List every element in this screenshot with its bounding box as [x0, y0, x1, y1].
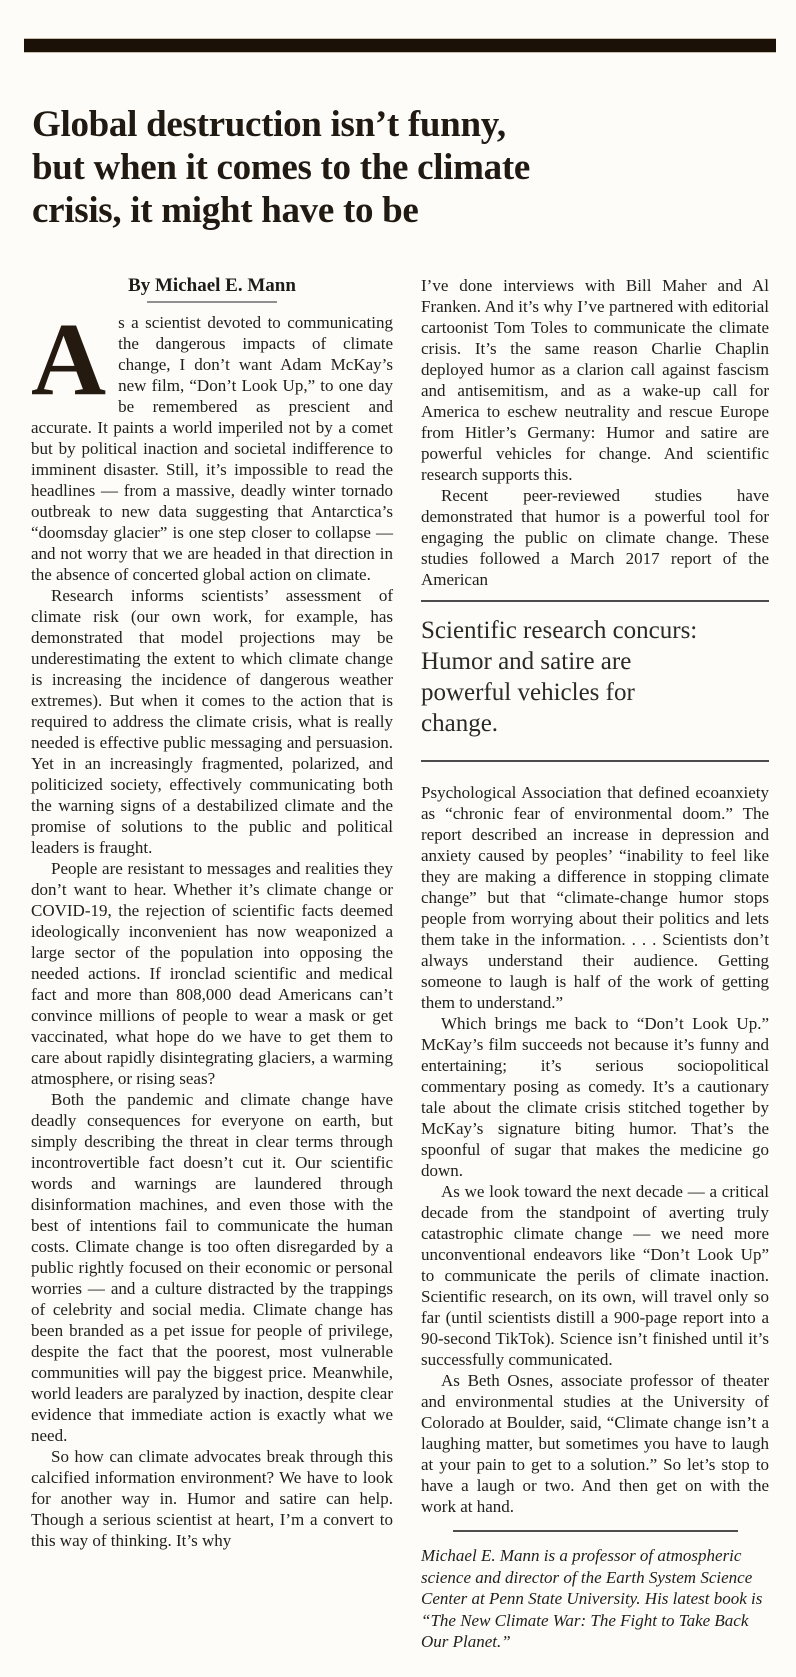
body-paragraph: As Beth Osnes, associate professor of theater and environmental studies at the University of Colorado at Boulder, said, “Climate change isn’t a laughing matter, but sometimes you have to laugh at your pain to get to a solution.” So let’s stop to have a laugh or two. And then get on with the work at hand. — [421, 1371, 769, 1516]
body-paragraph — [31, 302, 393, 585]
body-paragraph: Recent peer-reviewed studies have demonstrated that humor is a powerful tool for engaging the public on climate change. These studies followed a March 2017 report of the American — [421, 486, 769, 589]
title-line: but when it comes to the climate — [32, 147, 531, 188]
body-paragraph: I’ve done interviews with Bill Maher and Al Franken. And it’s why I’ve partnered with editorial cartoonist Tom Toles to communicate the climate crisis. It’s the same reason Charlie Chaplin deployed humor as a clarion call against fascism and antisemitism, and as a wake-up call for America to eschew neutrality and rescue Europe from Hitler’s Germany: Humor and satire are powerful vehicles for change. And scientific research supports this. — [421, 276, 769, 484]
right-column — [421, 275, 769, 1653]
title-line: Global destruction isn’t funny, — [32, 104, 506, 145]
pull-quote-line: change. — [421, 710, 499, 737]
body-paragraph: As we look toward the next decade — a critical decade from the standpoint of averting truly catastrophic climate change — we need more unconventional endeavors like “Don’t Look Up” to communicate the perils of climate inaction. Scientific research, on its own, will travel only so far (until scientists distill a 900-page report into a 90-second TikTok). Science isn’t finished until it’s successfully communicated. — [421, 1182, 769, 1369]
top-bar — [24, 38, 776, 53]
paragraph-text: s a scientist devoted to communicating the dangerous impacts of climate change, I don’t want Adam McKay’s new film, “Don’t Look Up,” to one day be remembered as prescient and accurate. It paints a world imperiled not by a comet but by political inaction and societal indifference to imminent disaster. Still, it’s impossible to read the headlines — from a massive, deadly winter tornado outbreak to new data suggesting that Antarctica’s “doomsday glacier” is one step closer to collapse — and not worry that we are headed in that direction in the absence of concerted global action on climate. — [31, 313, 393, 584]
body-paragraph: Research informs scientists’ assessment of climate risk (our own work, for example, has demonstrated that model projections may be underestimating the extent to which climate change is increasing the incidence of dangerous weather extremes). But when it comes to the action that is required to address the climate crisis, what is really needed is effective public messaging and persuasion. Yet in an increasingly fragmented, polarized, and politicized society, effectively communicating both the warning signs of a destabilized climate and the promise of solutions to the public and political leaders is fraught. — [31, 586, 393, 857]
left-column — [31, 275, 393, 1551]
body-paragraph: Which brings me back to “Don’t Look Up.” McKay’s film succeeds not because it’s funny and entertaining; it’s serious sociopolitical commentary posing as comedy. It’s a cautionary tale about the climate crisis stitched together by McKay’s signature biting humor. That’s the spoonful of sugar that makes the medicine go down. — [421, 1014, 769, 1180]
author-bio: Michael E. Mann is a professor of atmospheric science and director of the Earth System Science Center at Penn State University. His latest book is “The New Climate War: The Fight to Take Back Our Planet.” — [421, 1546, 763, 1651]
article-columns — [31, 275, 769, 1653]
pull-quote-line: Scientific research concurs: — [421, 617, 698, 644]
byline-divider — [147, 301, 277, 303]
pull-quote-line: powerful vehicles for — [421, 679, 635, 706]
article-title — [32, 103, 766, 232]
body-paragraph: Both the pandemic and climate change have deadly consequences for everyone on earth, but simply describing the threat in clear terms through incontrovertible fact doesn’t cut it. Our scientific words and warnings are laundered through disinformation machines, and even those with the best of intentions fail to communicate the human costs. Climate change is too often disregarded by a public rightly focused on their economic or personal worries — and a culture distracted by the trappings of celebrity and social media. Climate change has been branded as a pet issue for people of privilege, despite the fact that the poorest, most vulnerable communities will pay the biggest price. Meanwhile, world leaders are paralyzed by inaction, despite clear evidence that immediate action is exactly what we need. — [31, 1090, 393, 1445]
pull-quote — [421, 600, 769, 762]
body-paragraph: People are resistant to messages and realities they don’t want to hear. Whether it’s climate change or COVID-19, the rejection of scientific facts deemed ideologically inconvenient has now weaponized a large sector of the population into opposing the needed actions. If ironclad scientific and medical fact and more than 808,000 dead Americans can’t convince millions of people to wear a mask or get vaccinated, what hope do we have to get them to care about rapidly disintegrating glaciers, a warming atmosphere, or rising seas? — [31, 859, 393, 1088]
drop-cap: A — [31, 302, 107, 417]
title-line: crisis, it might have to be — [32, 190, 419, 231]
byline: By Michael E. Mann — [128, 275, 296, 296]
body-paragraph: So how can climate advocates break through this calcified information environment? We have to look for another way in. Humor and satire can help. Though a serious scientist at heart, I’m a convert to this way of thinking. It’s why — [31, 1447, 393, 1550]
pull-quote-line: Humor and satire are — [421, 648, 632, 675]
article-page — [0, 38, 796, 1653]
bio-divider — [453, 1530, 738, 1532]
body-paragraph: Psychological Association that defined ecoanxiety as “chronic fear of environmental doom.” The report described an increase in depression and anxiety caused by peoples’ “inability to feel like they are making a difference in stopping climate change” but that “climate-change humor stops people from worrying about their politics and lets them take in the information. . . . Scientists don’t always understand their audience. Getting someone to laugh is half of the work of getting them to understand.” — [421, 783, 769, 1012]
